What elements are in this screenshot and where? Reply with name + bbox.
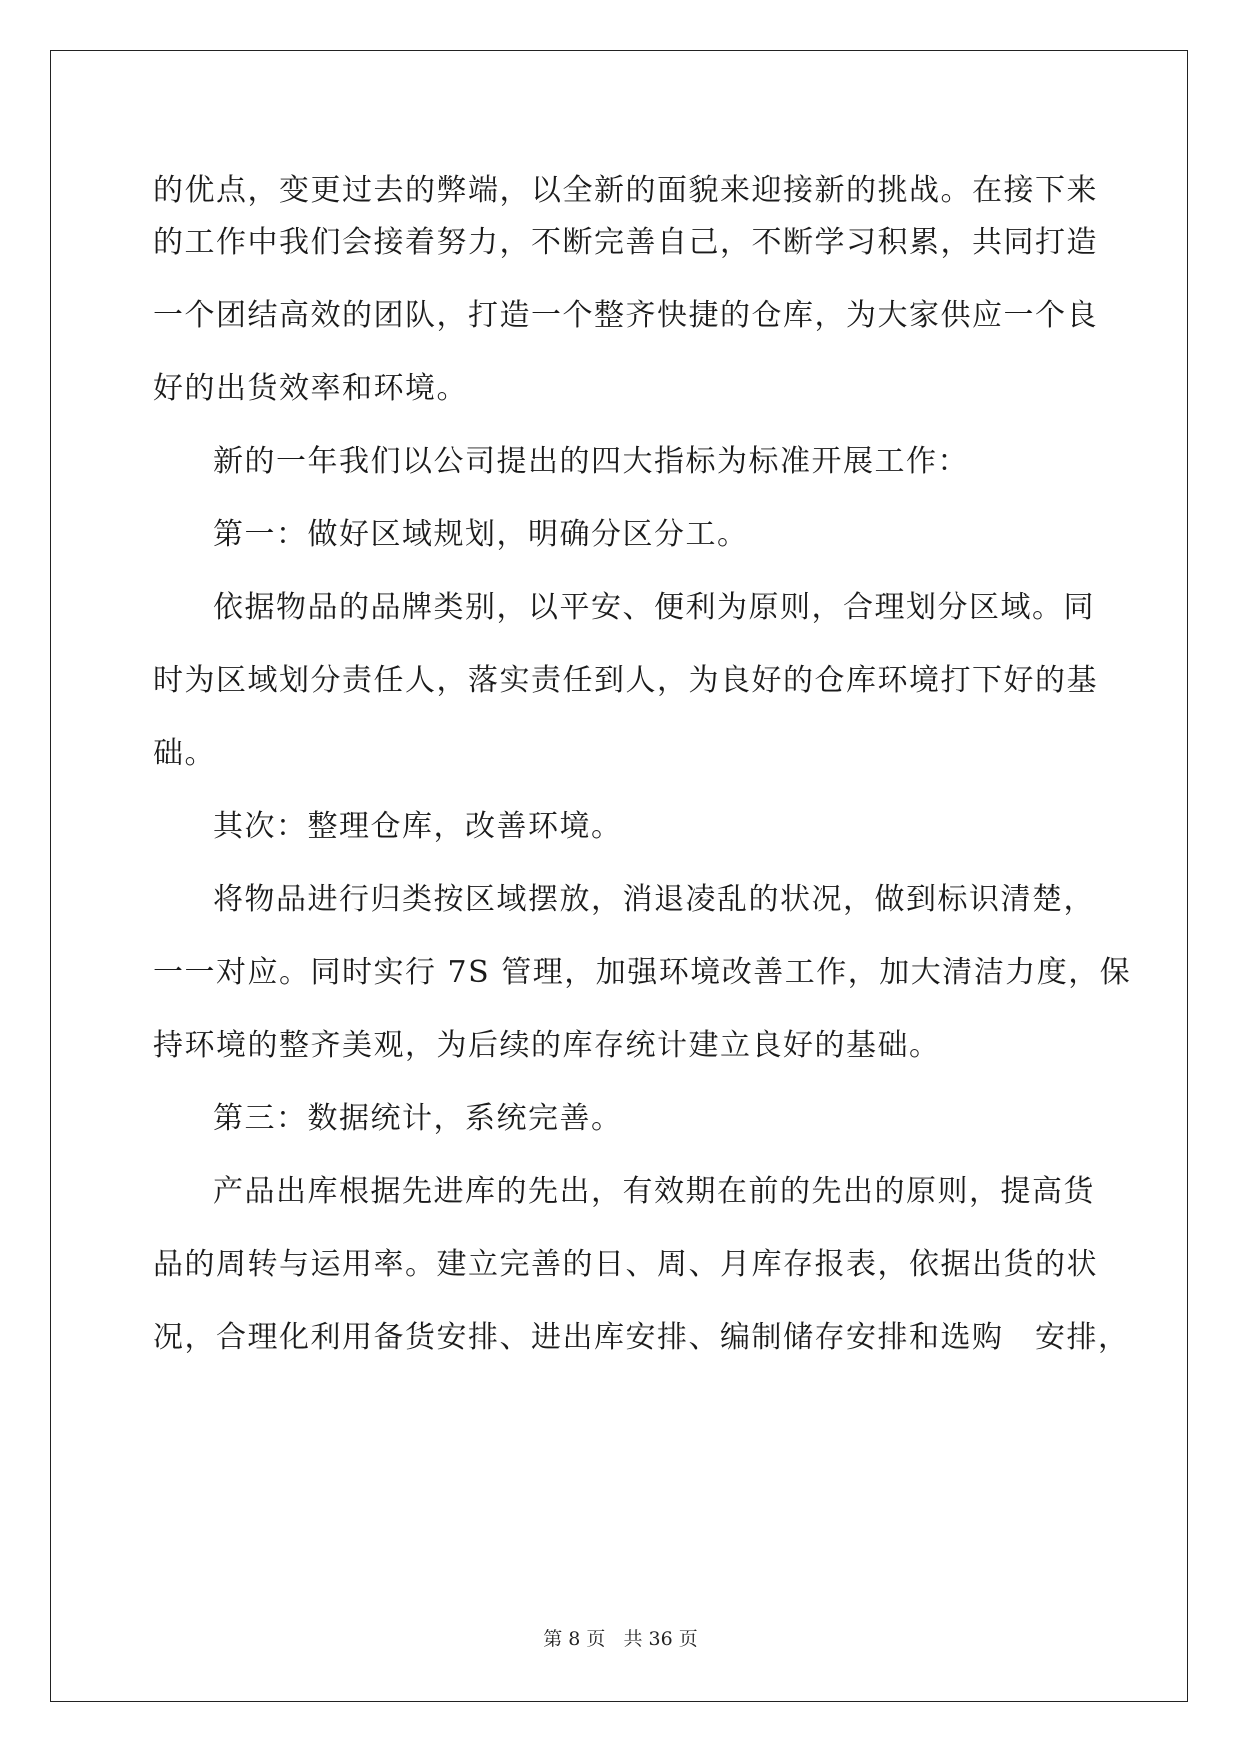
body-line: 其次：整理仓库，改善环境。 [213,809,623,844]
body-line: 的工作中我们会接着努力，不断完善自己，不断学习积累，共同打造 [153,225,1098,260]
body-line: 的优点，变更过去的弊端，以全新的面貌来迎接新的挑战。在接下来 [153,173,1098,208]
body-line: 品的周转与运用率。建立完善的日、周、月库存报表，依据出货的状 [153,1247,1098,1282]
body-line: 好的出货效率和环境。 [153,371,468,406]
body-line: 新的一年我们以公司提出的四大指标为标准开展工作： [213,444,969,479]
body-line: 时为区域划分责任人，落实责任到人，为良好的仓库环境打下好的基 [153,663,1098,698]
body-line: 第一：做好区域规划，明确分区分工。 [213,517,749,552]
body-line: 将物品进行归类按区域摆放，消退凌乱的状况，做到标识清楚， [213,882,1095,917]
page-footer [0,1624,1241,1651]
body-line: 一一对应。同时实行 7S 管理，加强环境改善工作，加大清洁力度，保 [153,955,1132,990]
page-total: 共 36 页 [623,1628,698,1650]
body-line: 础。 [153,736,216,771]
body-line: 持环境的整齐美观，为后续的库存统计建立良好的基础。 [153,1028,941,1063]
body-line: 第三：数据统计，系统完善。 [213,1101,623,1136]
body-line: 依据物品的品牌类别，以平安、便利为原则，合理划分区域。同 [213,590,1095,625]
body-line: 产品出库根据先进库的先出，有效期在前的先出的原则，提高货 [213,1174,1095,1209]
page-number: 第 8 页 [543,1628,606,1650]
body-line: 况，合理化利用备货安排、进出库安排、编制储存安排和选购 安排， [153,1320,1130,1355]
body-line: 一个团结高效的团队，打造一个整齐快捷的仓库，为大家供应一个良 [153,298,1098,333]
